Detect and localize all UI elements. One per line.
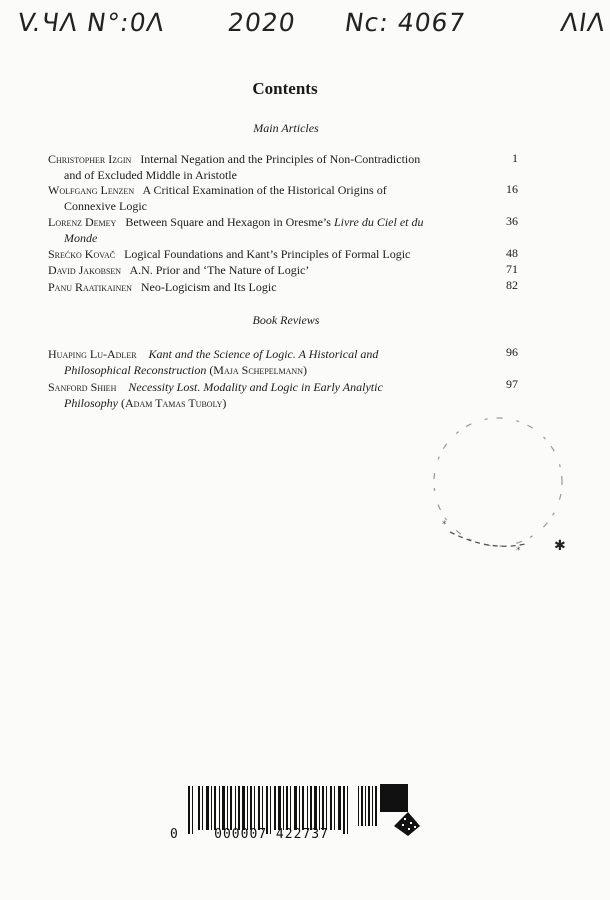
review-author: Huaping Lu-Adler — [48, 347, 137, 361]
entry-page-number: 48 — [506, 246, 518, 260]
svg-text:⁎: ⁎ — [516, 543, 521, 553]
entry-title: Logical Foundations and Kant’s Principles of Formal Logic — [124, 247, 411, 261]
reviewer-name: (Maja Schepelmann) — [209, 363, 307, 377]
handwritten-year-note: 2020 — [225, 8, 298, 37]
entry-author: Lorenz Demey — [48, 215, 117, 229]
entry-title-continued: and of Excluded Middle in Aristotle — [64, 168, 237, 182]
entry-title: A Critical Examination of the Historical Origins of — [142, 183, 387, 197]
toc-review-entry — [48, 379, 458, 411]
reviewer-name: (Adam Tamas Tuboly) — [121, 396, 227, 410]
review-page-number: 96 — [506, 345, 518, 359]
barcode-leading-digit: 0 — [170, 827, 179, 842]
entry-author: Srećko Kovač — [48, 247, 116, 261]
entry-author: Christopher Izgin — [48, 152, 132, 166]
entry-title-continued: Monde — [64, 231, 98, 245]
entry-title: Neo-Logicism and Its Logic — [140, 280, 277, 294]
svg-text:⁎: ⁎ — [442, 517, 447, 527]
handwritten-number-note: Nc: 4067 — [342, 8, 468, 37]
toc-entry — [48, 151, 458, 183]
handwritten-corner-note: ΛΙΛ — [558, 8, 608, 37]
review-book-title: Kant and the Science of Logic. A Historical and — [148, 347, 379, 361]
entry-title-italic: Livre du Ciel et du — [333, 215, 424, 229]
entry-author: Wolfgang Lenzen — [48, 183, 135, 197]
toc-entry — [48, 246, 458, 262]
entry-page-number: 1 — [512, 151, 518, 165]
toc-entry — [48, 214, 458, 246]
section-heading-main-articles: Main Articles — [253, 121, 319, 135]
review-book-title-continued: Philosophical Reconstruction — [64, 363, 207, 377]
barcode-number — [170, 827, 329, 842]
entry-page-number: 36 — [506, 214, 518, 228]
library-stamp-mark — [420, 402, 580, 572]
entry-page-number: 82 — [506, 278, 518, 292]
entry-page-number: 16 — [506, 182, 518, 196]
entry-author: Panu Raatikainen — [48, 280, 132, 294]
section-heading-book-reviews: Book Reviews — [252, 313, 320, 327]
toc-entry — [48, 279, 458, 295]
toc-entry — [48, 262, 458, 278]
entry-author: David Jakobsen — [48, 263, 122, 277]
svg-text:✱: ✱ — [554, 538, 566, 554]
entry-title: Internal Negation and the Principles of Non-Contradiction — [140, 152, 421, 166]
toc-entry — [48, 182, 458, 214]
review-page-number: 97 — [506, 377, 518, 391]
toc-review-entry — [48, 346, 458, 378]
review-book-title: Necessity Lost. Modality and Logic in Early Analytic — [128, 380, 383, 394]
entry-title: Between Square and Hexagon in Oresme’s — [125, 215, 331, 229]
handwritten-volume-note: V.ЧΛ N°:0Λ — [15, 8, 167, 37]
barcode-digit-string: 000007 422737 — [214, 827, 329, 842]
page-title: Contents — [252, 79, 318, 98]
entry-title-continued: Connexive Logic — [64, 199, 147, 213]
review-book-title-continued: Philosophy — [64, 396, 118, 410]
entry-title: A.N. Prior and ‘The Nature of Logic’ — [129, 263, 310, 277]
entry-page-number: 71 — [506, 262, 518, 276]
review-author: Sanford Shieh — [48, 380, 117, 394]
